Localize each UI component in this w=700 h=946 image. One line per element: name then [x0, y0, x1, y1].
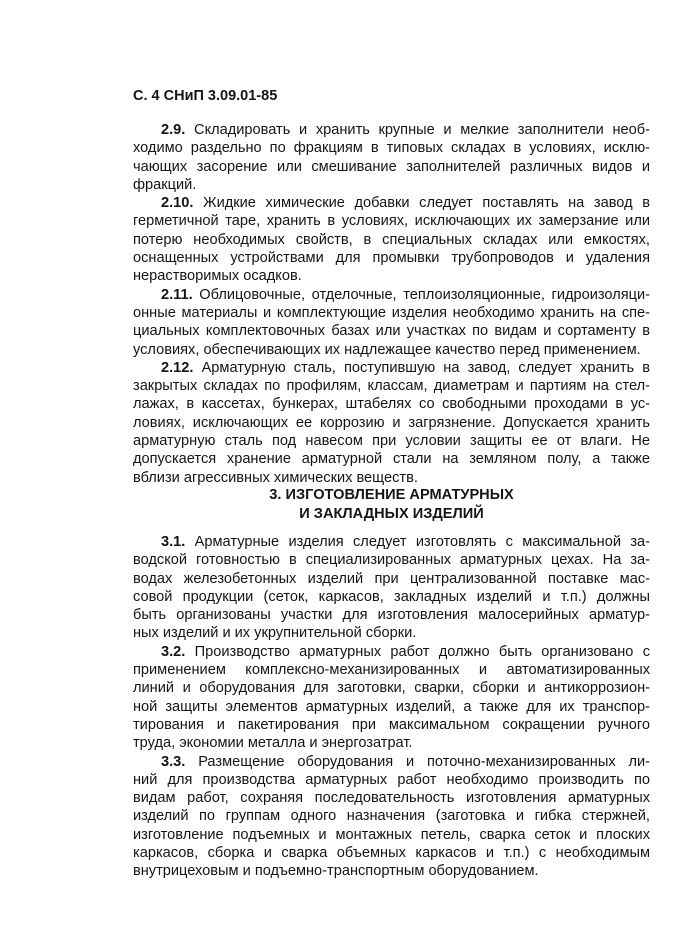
text-line [133, 359, 650, 377]
text-line [133, 322, 650, 340]
line-text: ходимо раздельно по фракциям в типовых складах в условиях, исклю- [133, 140, 650, 157]
text-line [133, 158, 650, 176]
section-3-heading [133, 486, 650, 524]
text-line [133, 395, 650, 413]
line-text: применением комплексно-механизированных и автоматизированных [133, 662, 650, 679]
line-text: ний для производства арматурных работ необходимо производить по [133, 771, 650, 788]
text-line [133, 570, 650, 588]
line-text: ной защиты элементов арматурных изделий, а также для их транспор- [133, 698, 650, 715]
text-line [133, 588, 650, 606]
paragraph-2-11 [133, 286, 650, 359]
paragraph-number: 2.11. [161, 286, 193, 303]
text-line [133, 121, 650, 139]
text-line [133, 606, 650, 624]
text-line [133, 231, 650, 249]
line-text: быть организованы участки для изготовления малосерийных арматур- [133, 607, 650, 624]
line-text: Размещение оборудования и поточно-механизированных ли- [198, 753, 650, 770]
text-line [133, 698, 650, 716]
line-text: Облицовочные, отделочные, теплоизоляционные, гидроизоляци- [199, 286, 650, 303]
line-text: потерю необходимых свойств, в специальных складах или емкостях, [133, 231, 650, 248]
line-text: условиях, обеспечивающих их надлежащее качество перед применением. [133, 341, 641, 358]
text-line [133, 844, 650, 862]
line-text: Арматурную сталь, поступившую на завод, следует хранить в [201, 359, 650, 376]
line-text: водской готовностью в специализированных арматурных цехах. На за- [133, 552, 650, 569]
section-3-body [133, 533, 650, 881]
text-line [133, 267, 650, 285]
text-line [133, 249, 650, 267]
text-line [133, 414, 650, 432]
line-text: оснащенных устройствами для промывки трубопроводов и удаления [133, 250, 650, 267]
line-text: арматурную сталь под навесом при условии защиты ее от влаги. Не [133, 433, 650, 450]
paragraph-3-2 [133, 643, 650, 753]
line-text: Производство арматурных работ должно быть организовано с [194, 643, 650, 660]
section-2-body [133, 121, 650, 487]
text-line [133, 734, 650, 752]
line-text: Складировать и хранить крупные и мелкие заполнители необ- [194, 122, 650, 138]
paragraph-number: 3.1. [161, 534, 186, 550]
line-text: вблизи агрессивных химических веществ. [133, 469, 418, 486]
line-text: видам работ, сохраняя последовательность изготовления арматурных [133, 790, 650, 807]
text-line [133, 286, 650, 304]
text-line [133, 862, 650, 880]
line-text: чающих засорение или смешивание заполнителей различных видов и [133, 158, 650, 175]
text-line [133, 139, 650, 157]
paragraph-2-10 [133, 194, 650, 285]
text-line [133, 661, 650, 679]
line-text: линий и оборудования для заготовки, сварки, сборки и антикоррозион- [133, 680, 650, 697]
line-text: ловиях, исключающих ее коррозию и загрязнение. Допускается хранить [133, 414, 650, 431]
section-3-heading-line-2: И ЗАКЛАДНЫХ ИЗДЕЛИЙ [299, 506, 484, 522]
line-text: онные материалы и комплектующие изделия необходимо хранить на спе- [133, 304, 650, 321]
text-line [133, 551, 650, 569]
paragraph-number: 2.12. [161, 359, 194, 376]
text-line [133, 194, 650, 212]
paragraph-number: 2.9. [161, 122, 186, 138]
text-line [133, 753, 650, 771]
line-text: фракций. [133, 176, 197, 193]
line-text: циальных комплектовочных базах или участках по видам и сортаменту в [133, 323, 650, 340]
paragraph-3-1 [133, 533, 650, 643]
line-text: внутрицеховым и подъемно-транспортным оборудованием. [133, 863, 539, 880]
text-line [133, 469, 650, 487]
text-line [133, 643, 650, 661]
line-text: изделий по группам одного назначения (заготовка и гибка стержней, [133, 808, 650, 825]
line-text: закрытых складах по профилям, классам, диаметрам и партиям на стел- [133, 378, 650, 395]
paragraph-number: 3.2. [161, 643, 186, 660]
text-line [133, 377, 650, 395]
paragraph-2-12 [133, 359, 650, 487]
section-3-heading-line-1: 3. ИЗГОТОВЛЕНИЕ АРМАТУРНЫХ [269, 487, 514, 503]
line-text: совой продукции (сеток, каркасов, закладных изделий и т.п.) должны [133, 588, 650, 605]
text-line [133, 341, 650, 359]
text-line [133, 789, 650, 807]
text-line [133, 624, 650, 642]
line-text: каркасов, сборка и сварка объемных каркасов и т.п.) с необходимым [133, 845, 650, 862]
line-text: нерастворимых осадков. [133, 268, 302, 285]
paragraph-3-3 [133, 753, 650, 881]
text-line [133, 176, 650, 194]
text-line [133, 533, 650, 551]
paragraph-number: 3.3. [161, 753, 186, 770]
line-text: допускается хранение арматурной стали на земляном полу, а также [133, 451, 650, 468]
text-line [133, 807, 650, 825]
line-text: ных изделий и их укрупнительной сборки. [133, 625, 417, 642]
line-text: изготовление подъемных и монтажных петель, сварка сеток и плоских [133, 826, 650, 843]
line-text: труда, экономии металла и энергозатрат. [133, 735, 413, 752]
text-line [133, 304, 650, 322]
line-text: герметичной таре, хранить в условиях, исключающих их замерзание или [133, 213, 650, 230]
text-line [133, 212, 650, 230]
paragraph-2-9 [133, 121, 650, 194]
text-line [133, 771, 650, 789]
line-text: водах железобетонных изделий при централизованной поставке мас- [133, 570, 650, 587]
text-line [133, 716, 650, 734]
line-text: тирования и пакетирования при максимальном сокращении ручного [133, 716, 650, 733]
text-line [133, 679, 650, 697]
text-line [133, 432, 650, 450]
paragraph-number: 2.10. [161, 195, 194, 212]
text-line [133, 450, 650, 468]
line-text: Жидкие химические добавки следует поставлять на завод в [203, 195, 650, 212]
text-line [133, 826, 650, 844]
page-header: С. 4 СНиП 3.09.01-85 [133, 88, 278, 104]
line-text: лажах, в кассетах, бункерах, штабелях со свободными проходами в ус- [133, 396, 650, 413]
line-text: Арматурные изделия следует изготовлять с максимальной за- [194, 534, 650, 550]
